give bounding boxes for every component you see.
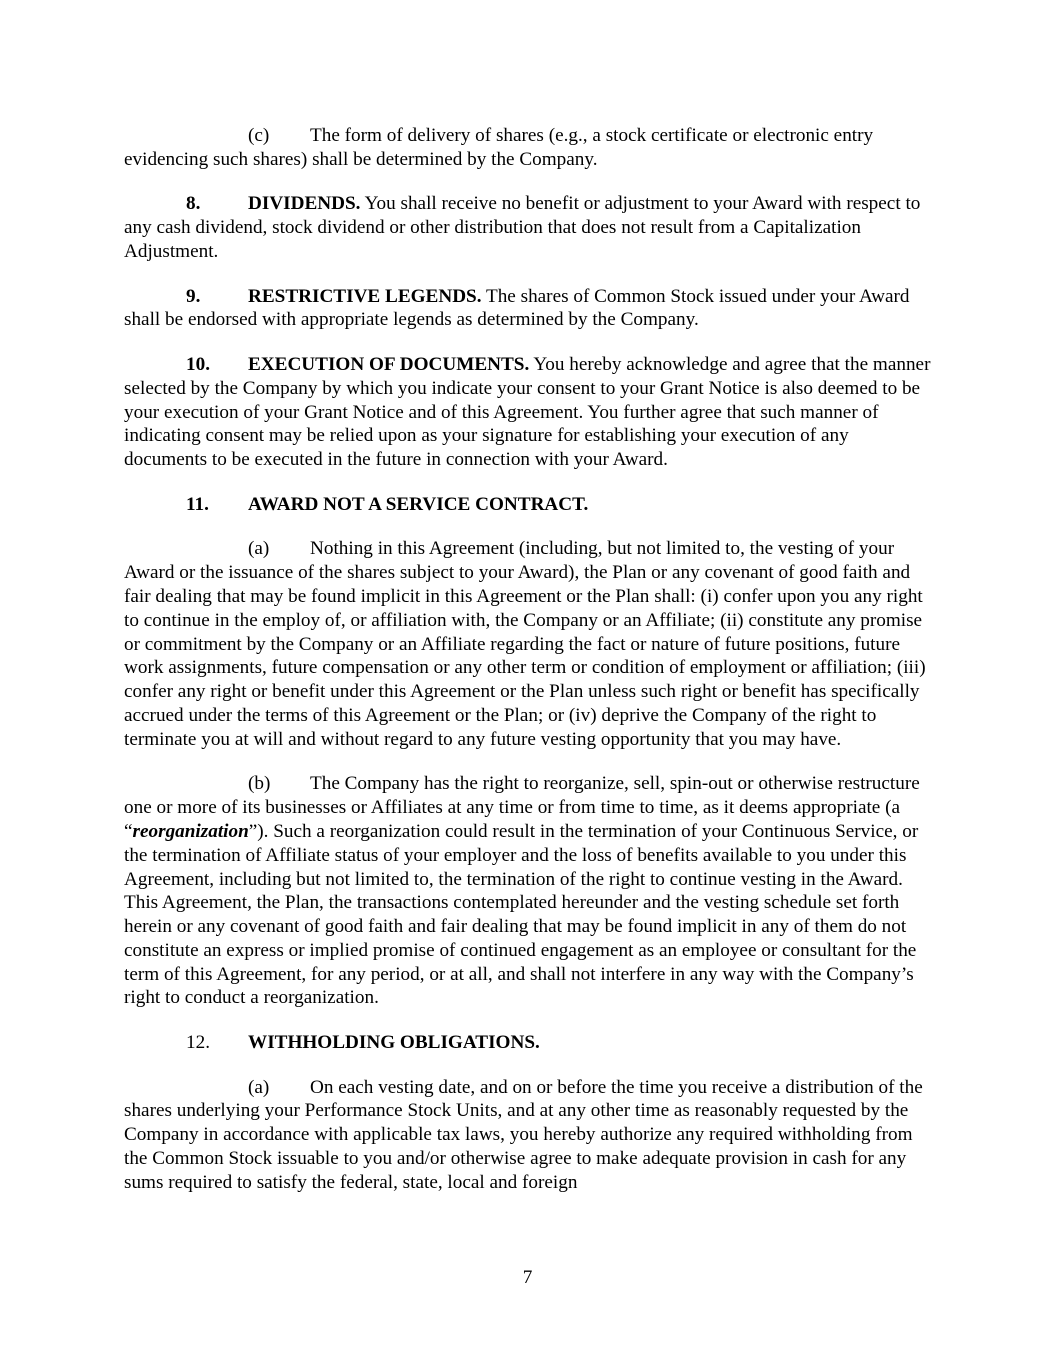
paragraph-text: The Company has the right to reorganize, sell, spin-out or otherwise restructure one or more of its businesses or Affiliates at any time or from time to time, as it deems appropriate (a “ [124, 773, 920, 842]
paragraph-12a [124, 1076, 932, 1195]
paragraph-11a [124, 537, 932, 751]
subsection-label: (b) [248, 773, 271, 795]
section-heading: EXECUTION OF DOCUMENTS. [248, 353, 530, 375]
page-number: 7 [522, 1267, 533, 1288]
section-number: 9. [186, 285, 201, 307]
paragraph-text-continued: ”). Such a reorganization could result in the termination of your Continuous Service, or the termination of Affiliate status of your employer and the loss of benefits available to you under this Agreement, including but not limited to, the termination of the right to continue vesting in the Award. This Agreement, the Plan, the transactions contemplated hereunder and the vesting schedule set forth herein or any covenant of good faith and fair dealing that may be found implicit in any of them do not constitute an express or implied promise of continued engagement as an employee or consultant for the term of this Agreement, for any period, or at all, and shall not interfere in any way with the Company’s right to conduct a reorganization. [124, 820, 919, 1009]
section-10-execution-of-documents [124, 353, 932, 472]
subsection-label: (c) [248, 125, 270, 146]
document-page [124, 124, 932, 1215]
section-heading: WITHHOLDING OBLIGATIONS. [248, 1032, 540, 1054]
section-text: You shall receive no benefit or adjustment to your Award with respect to any cash dividend, stock dividend or other distribution that does not result from a Capitalization Adjustment. [124, 193, 921, 262]
section-text: You hereby acknowledge and agree that the manner selected by the Company by which you indicate your consent to your Grant Notice is also deemed to be your execution of your Grant Notice and of this Agreement. You further agree that such manner of indicating consent may be relied upon as your signature for establishing your execution of any documents to be executed in the future in connection with your Award. [124, 353, 931, 471]
section-number: 8. [186, 193, 201, 215]
paragraph-7c [124, 124, 932, 172]
section-8-dividends [124, 192, 932, 263]
section-heading: RESTRICTIVE LEGENDS. [248, 285, 482, 307]
section-heading: AWARD NOT A SERVICE CONTRACT. [248, 493, 589, 515]
section-12-heading [124, 1031, 932, 1055]
subsection-label: (a) [248, 538, 270, 560]
section-9-restrictive-legends [124, 285, 932, 333]
section-number: 12. [186, 1032, 210, 1054]
subsection-label: (a) [248, 1076, 270, 1098]
paragraph-text: On each vesting date, and on or before the time you receive a distribution of the shares underlying your Performance Stock Units, and at any other time as reasonably requested by the Company in accordance with applicable tax laws, you hereby authorize any required withholding from the Common Stock issuable to you and/or otherwise agree to make adequate provision in cash for any sums required to satisfy the federal, state, local and foreign [124, 1076, 923, 1193]
section-number: 11. [186, 493, 209, 515]
section-text: The shares of Common Stock issued under your Award shall be endorsed with appropriate legends as determined by the Company. [124, 285, 910, 331]
section-11-heading [124, 493, 932, 517]
paragraph-11b [124, 772, 932, 1010]
section-heading: DIVIDENDS. [248, 193, 361, 215]
section-number: 10. [186, 353, 210, 375]
defined-term: reorganization [132, 820, 249, 842]
paragraph-text: The form of delivery of shares (e.g., a stock certificate or electronic entry evidencing such shares) shall be determined by the Company. [124, 125, 874, 170]
paragraph-text: Nothing in this Agreement (including, but not limited to, the vesting of your Award or the issuance of the shares subject to your Award), the Plan or any covenant of good faith and fair dealing that may be found implicit in this Agreement or the Plan shall: (i) confer upon you any right to continue in the employ of, or affiliation with, the Company or an Affiliate; (ii) constitute any promise or commitment by the Company or an Affiliate regarding the fact or nature of future positions, future work assignments, future compensation or any other term or condition of employment or affiliation; (iii) confer any right or benefit under this Agreement or the Plan unless such right or benefit has specifically accrued under the terms of this Agreement or the Plan; or (iv) deprive the Company of the right to terminate you at will and without regard to any future vesting opportunity that you may have. [124, 538, 926, 750]
